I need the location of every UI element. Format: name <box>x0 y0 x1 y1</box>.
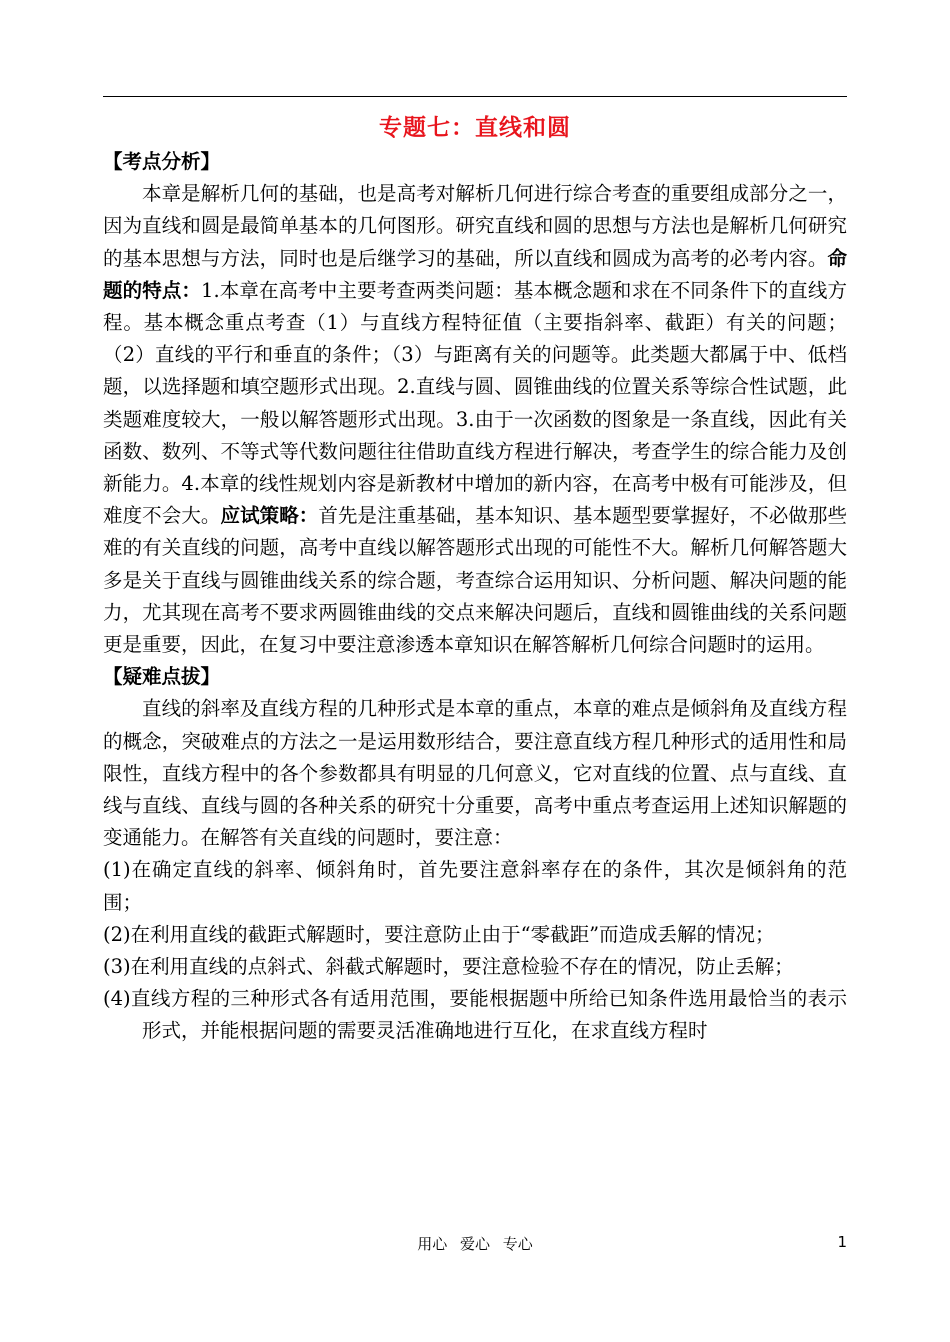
analysis-text-features: 1.本章在高考中主要考查两类问题：基本概念题和求在不同条件下的直线方程。基本概念重点考查（1）与直线方程特征值（主要指斜率、截距）有关的问题；（2）直线的平行和垂直的条件；（3）与距离有关的问题等。此类题大都属于中、低档题，以选择题和填空题形式出现。2.直线与圆、圆锥曲线的位置关系等综合性试题，此类题难度较大，一般以解答题形式出现。3.由于一次函数的图象是一条直线，因此有关函数、数列、不等式等代数问题往往借助直线方程进行解决，考查学生的综合能力及创新能力。4.本章的线性规划内容是新教材中增加的新内容，在高考中极有可能涉及，但难度不会大。 <box>103 278 847 528</box>
document-body <box>103 146 847 1048</box>
list-item: (4)直线方程的三种形式各有适用范围，要能根据题中所给已知条件选用最恰当的表示形式，并能根据问题的需要灵活准确地进行互化，在求直线方程时 <box>103 987 847 1043</box>
page-footer <box>103 1233 847 1257</box>
page-number: 1 <box>837 1233 847 1251</box>
section-heading-analysis: 【考点分析】 <box>103 150 221 173</box>
header-rule <box>103 96 847 97</box>
list-item: (1)在确定直线的斜率、倾斜角时，首先要注意斜率存在的条件，其次是倾斜角的范围； <box>103 858 847 914</box>
footer-motto: 用心 爱心 专心 <box>417 1235 533 1253</box>
bold-label-features: 命题的特点： <box>103 246 847 302</box>
analysis-paragraph <box>103 178 847 661</box>
bold-label-strategy: 应试策略： <box>220 504 319 528</box>
analysis-text-strategy: 首先是注重基础，基本知识、基本题型要掌握好，不必做那些难的有关直线的问题，高考中直线以解答题形式出现的可能性不大。解析几何解答题大多是关于直线与圆锥曲线关系的综合题，考查综合运用知识、分析问题、解决问题的能力，尤其现在高考不要求两圆锥曲线的交点来解决问题后，直线和圆锥曲线的关系问题更是重要，因此，在复习中要注意渗透本章知识在解答解析几何综合问题时的运用。 <box>103 504 847 657</box>
list-item: (2)在利用直线的截距式解题时，要注意防止由于“零截距”而造成丢解的情况； <box>103 922 775 946</box>
page-title: 专题七：直线和圆 <box>379 115 571 141</box>
difficulties-paragraph: 直线的斜率及直线方程的几种形式是本章的重点，本章的难点是倾斜角及直线方程的概念，突破难点的方法之一是运用数形结合，要注意直线方程几种形式的适用性和局限性，直线方程中的各个参数都具有明显的几何意义，它对直线的位置、点与直线、直线与直线、直线与圆的各种关系的研究十分重要，高考中重点考查运用上述知识解题的变通能力。在解答有关直线的问题时，要注意： <box>103 697 847 850</box>
list-item: (3)在利用直线的点斜式、斜截式解题时，要注意检验不存在的情况，防止丢解； <box>103 955 794 979</box>
section-heading-difficulties: 【疑难点拔】 <box>103 665 221 689</box>
analysis-text-intro: 本章是解析几何的基础，也是高考对解析几何进行综合考查的重要组成部分之一，因为直线和圆是最简单基本的几何图形。研究直线和圆的思想与方法也是解析几何研究的基本思想与方法，同时也是后继学习的基础，所以直线和圆成为高考的必考内容。 <box>103 182 847 270</box>
